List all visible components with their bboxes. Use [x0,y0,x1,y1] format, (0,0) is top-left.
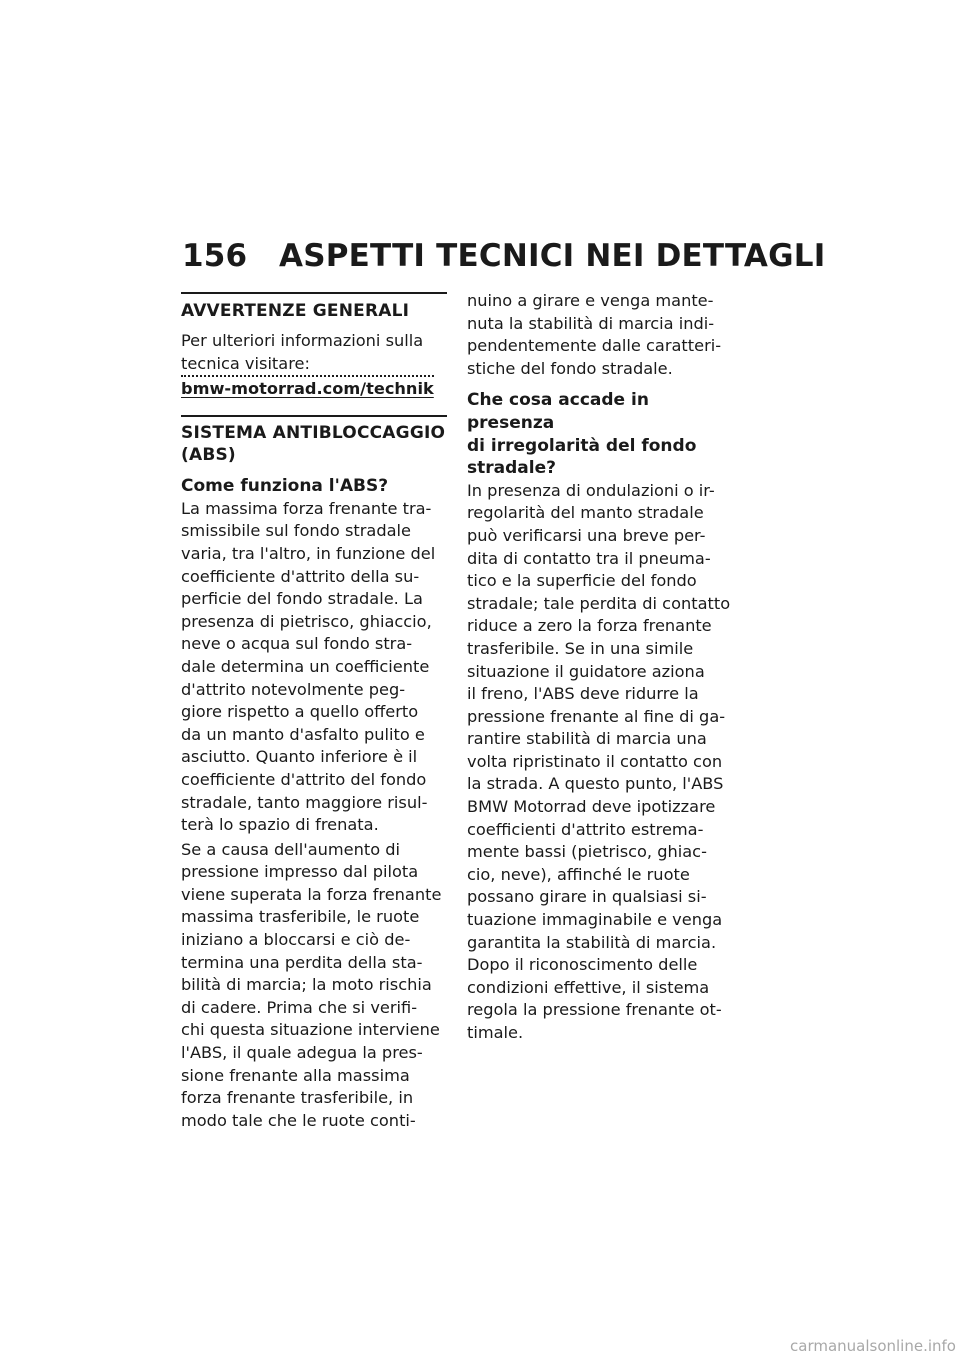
page-header [182,238,826,282]
right-column [467,290,733,1045]
abs-paragraph-1: La massima forza frenante tra- smissibile sul fondo stradale varia, tra l'altro, in funzione del coefficiente d'attrito della su- perficie del fondo stradale. La presenza di pietrisco, ghiaccio, neve o acqua sul fondo stra- dale determina un coefficiente d'attrito notevolmente peg- giore rispetto a quello offerto da un manto d'asfalto pulito e asciutto. Quanto inferiore è il coefficiente d'attrito del fondo stradale, tanto maggiore risul- terà lo spazio di frenata. [181,498,436,835]
page-number: 156 [182,238,248,274]
section-title-general-warnings: AVVERTENZE GENERALI [181,301,410,321]
technik-link-box [181,375,434,400]
abs-paragraph-3: In presenza di ondulazioni o ir- regolarità del manto stradale può verificarsi una breve per- dita di contatto tra il pneuma- tico e la superficie del fondo stradale; tale perdita di contatto riduce a zero la forza frenante trasferibile. Se in una simile situazione il guidatore aziona il freno, l'ABS deve ridurre la pressione frenante al fine di ga- rantire stabilità di marcia una volta ripristinato il contatto con la strada. A questo punto, l'ABS BMW Motorrad deve ipotizzare coefficienti d'attrito estrema- mente bassi (pietrisco, ghiac- cio, neve), affinché le ruote possano girare in qualsiasi si- tuazione immaginabile e venga garantita la stabilità di marcia. Dopo il riconoscimento delle condizioni effettive, il sistema regola la pressione frenante ot- timale. [467,480,731,1042]
abs-question-irregular-road: Che cosa accade in presenza di irregolarità del fondo stradale? [467,390,697,479]
watermark: carmanualsonline.info [790,1337,956,1355]
general-warnings-intro: Per ulteriori informazioni sulla tecnica visitare: [181,331,424,373]
section-divider [181,292,447,294]
technik-link[interactable]: bmw-motorrad.com/technik [181,379,434,399]
abs-paragraph-2-continued: nuino a girare e venga mante- nuta la stabilità di marcia indi- pendentemente dalle caratteri- stiche del fondo stradale. [467,291,722,378]
abs-paragraph-2: Se a causa dell'aumento di pressione impresso dal pilota viene superata la forza frenante massima trasferibile, le ruote iniziano a bloccarsi e ciò de- termina una perdita della sta- bilità di marcia; la moto rischia di cadere. Prima che si verifi- chi questa situazione interviene l'ABS, il quale adegua la pres- sione frenante alla massima forza frenante trasferibile, in modo tale che le ruote conti- [181,839,442,1130]
section-title-abs: SISTEMA ANTIBLOCCAGGIO (ABS) [181,423,446,466]
section-divider [181,415,447,417]
abs-question-how-it-works: Come funziona l'ABS? [181,476,389,497]
left-column [181,292,447,1132]
chapter-title: ASPETTI TECNICI NEI DETTAGLI [279,238,826,274]
